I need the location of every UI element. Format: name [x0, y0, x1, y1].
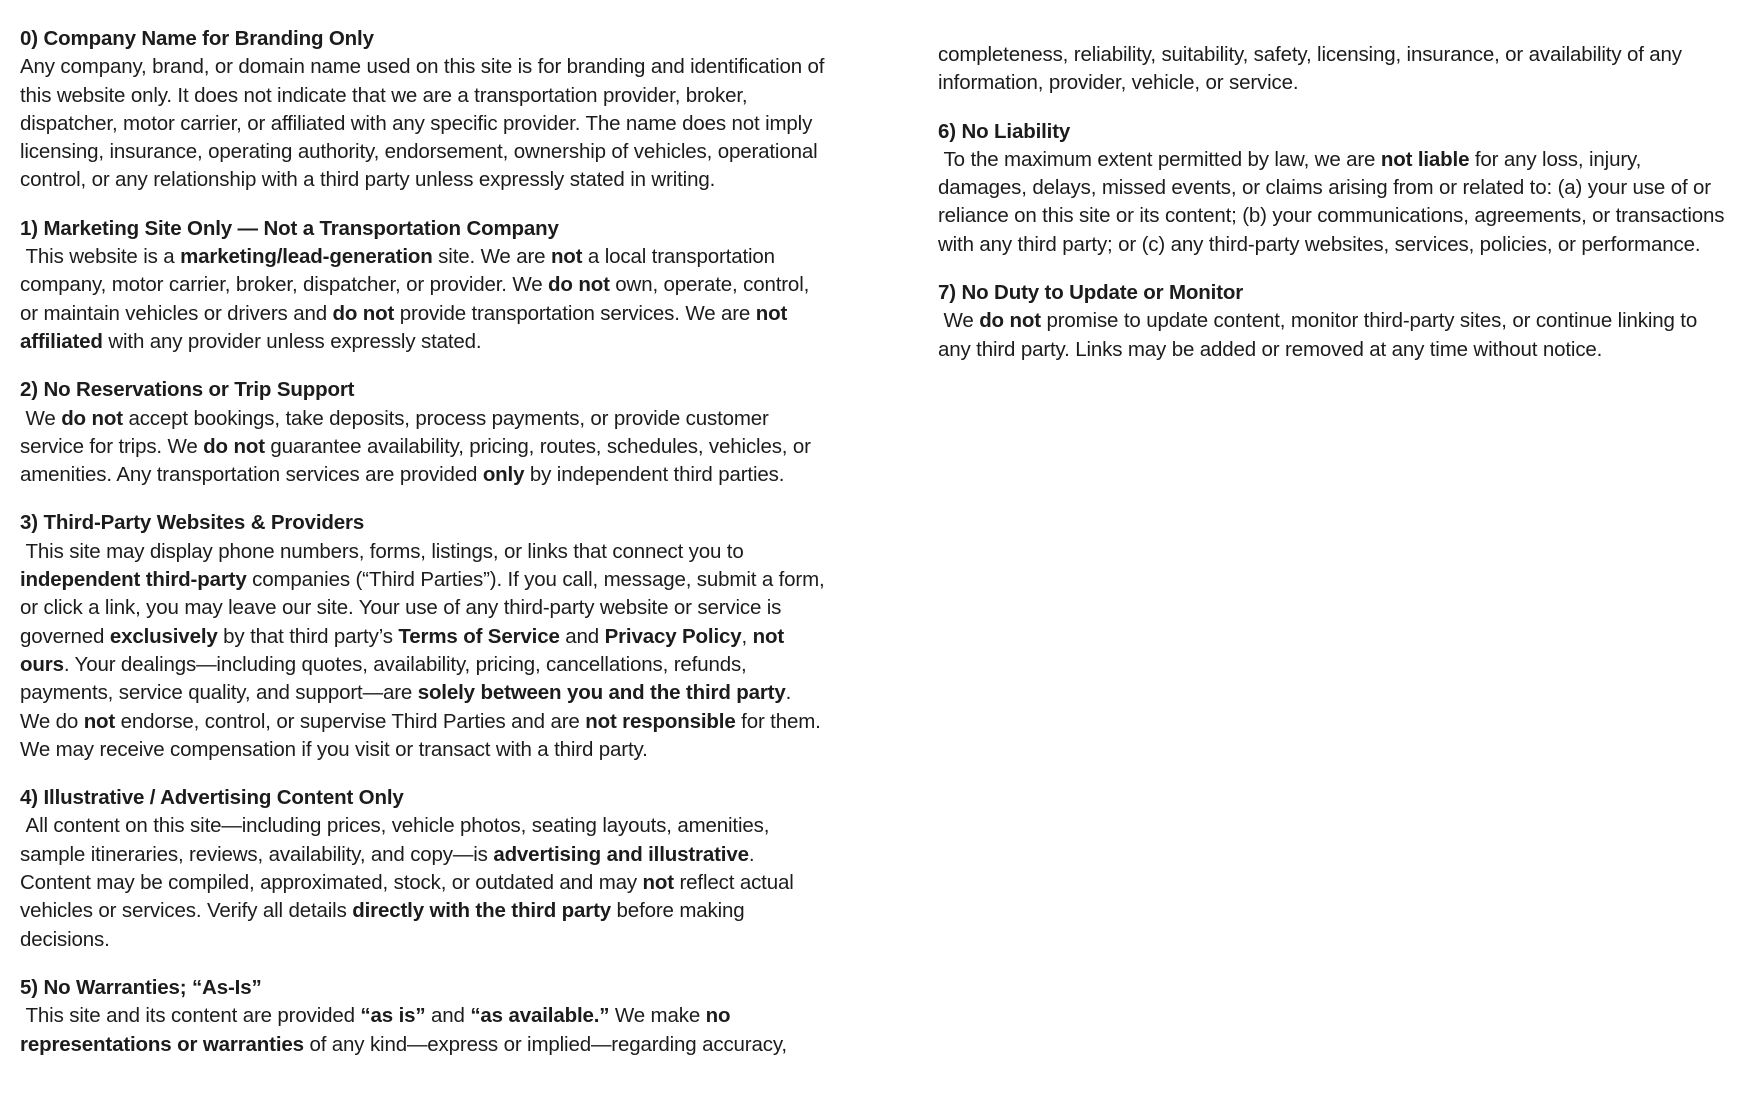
- section-third-party-websites: [20, 509, 831, 764]
- section-no-liability: [938, 118, 1730, 259]
- section-body: This website is a marketing/lead-generation site. We are not a local transportation company, motor carrier, broker, dispatcher, or provider. We do not own, operate, control, or maintain vehicles or drivers and do not provide transportation services. We are not affiliated with any provider unless expressly stated.: [20, 245, 815, 353]
- section-heading: 7) No Duty to Update or Monitor: [938, 281, 1244, 305]
- section-heading: 0) Company Name for Branding Only: [20, 27, 374, 50]
- section-no-duty-to-update: [938, 279, 1726, 364]
- section-no-warranties: [20, 974, 826, 1059]
- section-heading: 3) Third-Party Websites & Providers: [20, 511, 365, 535]
- section-company-name-branding: [20, 25, 830, 195]
- section-marketing-site-only: [20, 215, 826, 356]
- section-body: All content on this site—including prices, vehicle photos, seating layouts, amenities, sample itineraries, reviews, availability, and copy—is advertising and illustrative. Content may be compiled, approximated, stock, or outdated and may not reflect actual vehicles or services. Verify all details directly with the third party before making decisions.: [20, 814, 800, 951]
- section-illustrative-content: [20, 784, 826, 954]
- section-body: completeness, reliability, suitability, safety, licensing, insurance, or availability of any information, provider, vehicle, or service.: [938, 43, 1688, 95]
- section-body: We do not accept bookings, take deposits, process payments, or provide customer service for trips. We do not guarantee availability, pricing, routes, schedules, vehicles, or amenities. Any transportation services are provided only by independent third parties.: [20, 406, 817, 487]
- section-body: To the maximum extent permitted by law, we are not liable for any loss, injury, damages, delays, missed events, or claims arising from or related to: (a) your use of or reliance on this site or its content; (b) your communications, agreements, or transactions with any third party; or (c) any third-party websites, services, policies, or performance.: [938, 147, 1730, 256]
- section-body: We do not promise to update content, monitor third-party sites, or continue linking to any third party. Links may be added or removed at any time without notice.: [938, 309, 1703, 361]
- left-column: [20, 25, 831, 1079]
- section-heading: 6) No Liability: [938, 119, 1071, 143]
- section-heading: 4) Illustrative / Advertising Content Only: [20, 786, 404, 810]
- section-heading: 5) No Warranties; “As-Is”: [20, 975, 262, 999]
- section-heading: 1) Marketing Site Only — Not a Transportation Company: [20, 216, 559, 240]
- right-column: [938, 41, 1730, 384]
- section-body: This site and its content are provided “as is” and “as available.” We make no representations or warranties of any kind—express or implied—regarding accuracy,: [20, 1004, 787, 1056]
- section-no-reservations: [20, 376, 826, 489]
- section-body: Any company, brand, or domain name used on this site is for branding and identification of this website only. It does not indicate that we are a transportation provider, broker, dispatcher, motor carrier, or affiliated with any specific provider. The name does not imply licensing, insurance, operating authority, endorsement, ownership of vehicles, operational control, or any relationship with a third party unless expressly stated in writing.: [20, 55, 830, 192]
- section-heading: 2) No Reservations or Trip Support: [20, 378, 355, 402]
- section-no-warranties-continuation: [938, 41, 1726, 98]
- section-body: This site may display phone numbers, forms, listings, or links that connect you to independent third-party companies (“Third Parties”). If you call, message, submit a form, or click a link, you may leave our site. Your use of any third-party website or service is governed exclusively by that third party’s Terms of Service and Privacy Policy, not ours. Your dealings—including quotes, availability, pricing, cancellations, refunds, payments, service quality, and support—are solely between you and the third party. We do not endorse, control, or supervise Third Parties and are not responsible for them. We may receive compensation if you visit or transact with a third party.: [20, 539, 831, 761]
